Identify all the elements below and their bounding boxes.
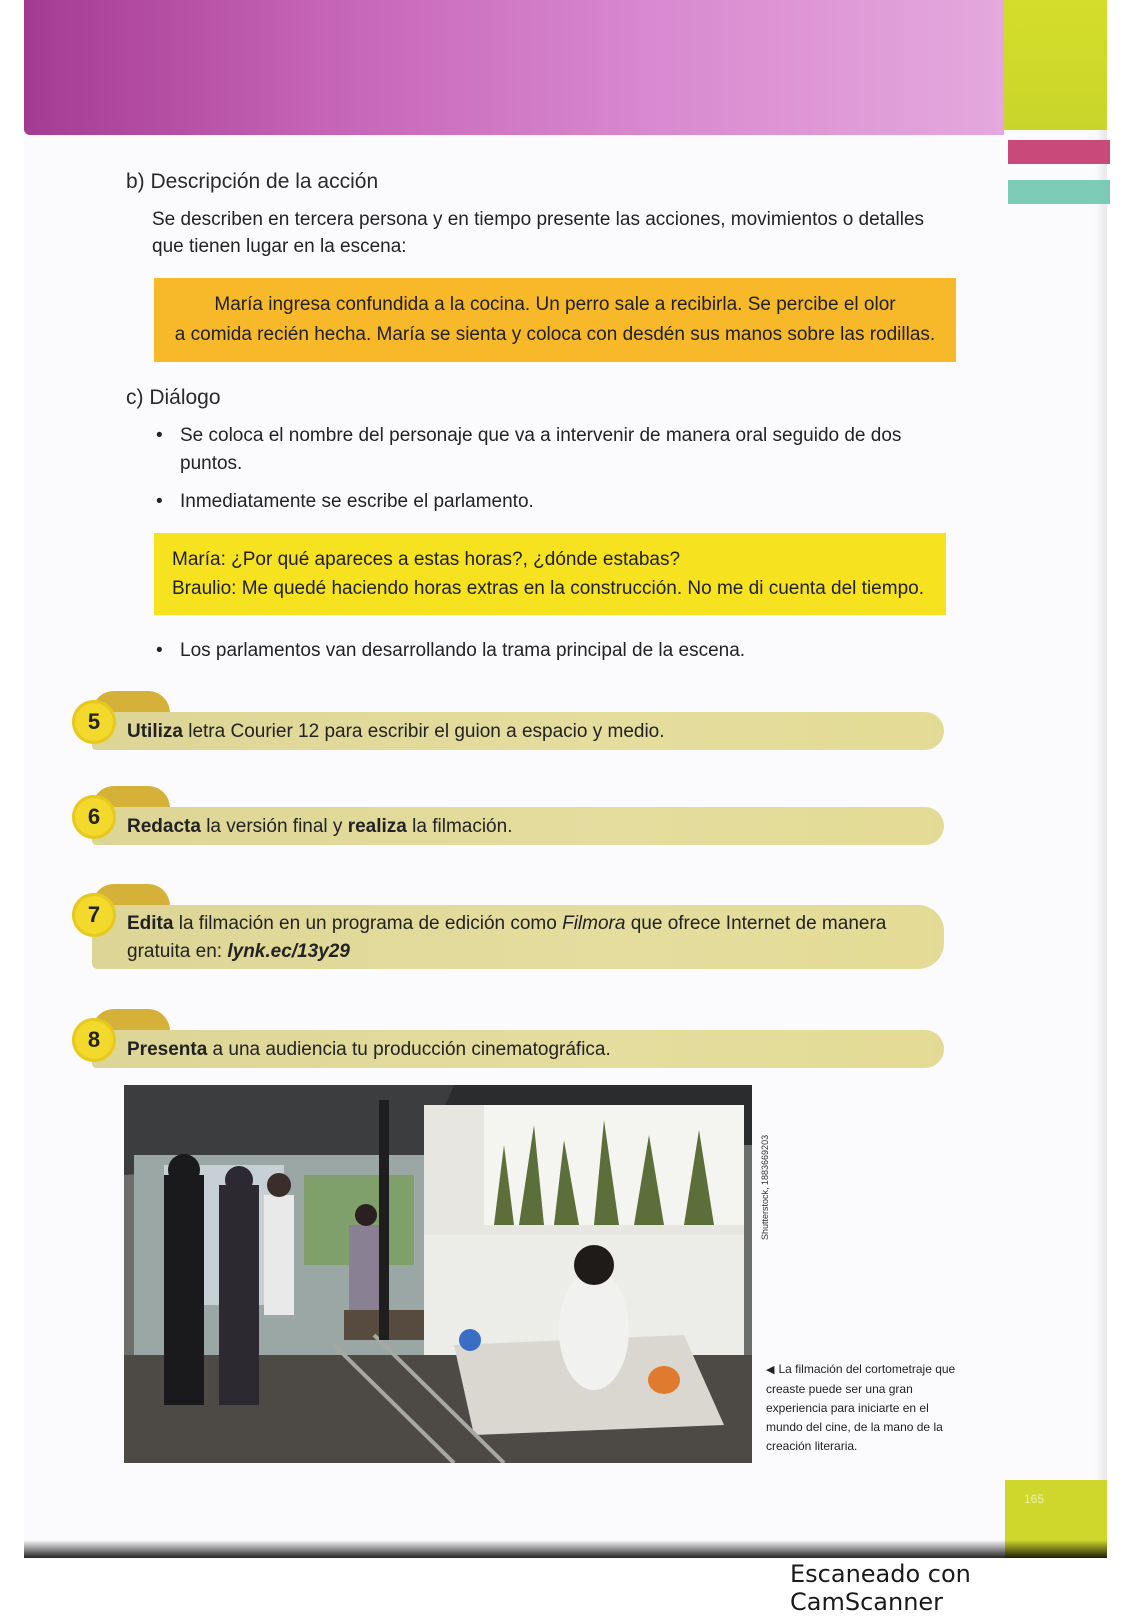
step-7-badge: 7	[72, 893, 116, 937]
step-6-middle: la versión final y	[200, 816, 348, 837]
dialogue-line-2: Braulio: Me quedé haciendo horas extras en la construcción. No me di cuenta del tiempo.	[172, 578, 924, 599]
step-5-badge: 5	[72, 700, 116, 744]
step-7-rest: que ofrece Internet de manera gratuita en:	[127, 913, 887, 962]
step-8-badge: 8	[72, 1018, 116, 1062]
section-b-heading: b) Descripción de la acción	[126, 170, 379, 193]
step-5-text	[127, 718, 665, 746]
section-b-text: Se describen en tercera persona y en tiempo presente las acciones, movimientos o detalles que tienen lugar en la escena:	[152, 209, 925, 257]
step-6-text	[127, 813, 512, 841]
dialogue-bullet-3-text: Los parlamentos van desarrollando la trama principal de la escena.	[180, 640, 746, 661]
page-bottom-edge	[24, 1540, 1107, 1558]
bullet-dot: •	[156, 425, 163, 446]
step-7-program-name: Filmora	[562, 913, 626, 934]
film-set-photo	[124, 1085, 752, 1463]
action-example-line-1: María ingresa confundida a la cocina. Un perro sale a recibirla. Se percibe el olor	[214, 294, 896, 315]
photo-caption-text: La filmación del cortometraje que creaste puede ser una gran experiencia para iniciarte en el mundo del cine, de la mano de la creación literaria.	[766, 1362, 956, 1453]
photo-caption	[766, 1360, 956, 1456]
dialogue-bullet-3	[156, 637, 940, 665]
dialogue-line-1: María: ¿Por qué apareces a estas horas?, ¿dónde estabas?	[172, 549, 681, 570]
step-7-verb: Edita	[127, 913, 174, 934]
step-6-verb-2: realiza	[347, 816, 407, 837]
dialogue-bullet-2-text: Inmediatamente se escribe el parlamento.	[180, 491, 534, 512]
caption-arrow-icon: ◀	[766, 1364, 775, 1376]
step-6-rest: la filmación.	[406, 816, 513, 837]
step-8-verb: Presenta	[127, 1039, 208, 1060]
photo-credit: Shutterstock, 1883669203	[760, 1134, 770, 1240]
step-7-middle: la filmación en un programa de edición como	[173, 913, 563, 934]
step-6-verb: Redacta	[127, 816, 201, 837]
section-c-heading: c) Diálogo	[126, 386, 221, 409]
action-example-box	[154, 278, 956, 362]
step-7-text	[127, 910, 937, 966]
step-5-rest: letra Courier 12 para escribir el guion a espacio y medio.	[182, 721, 665, 742]
corner-accent	[1004, 0, 1107, 130]
dialogue-bullet-1	[156, 422, 940, 478]
step-5-verb: Utiliza	[127, 721, 183, 742]
bullet-dot: •	[156, 640, 163, 661]
dialogue-example-box	[154, 533, 946, 615]
bullet-dot: •	[156, 491, 163, 512]
side-tab-teal	[1008, 180, 1110, 204]
side-tab-pink	[1008, 140, 1110, 164]
page-number: 165	[1024, 1492, 1045, 1506]
film-set-illustration	[124, 1085, 752, 1463]
scanner-watermark: Escaneado con CamScanner	[790, 1560, 971, 1616]
step-7-link[interactable]: lynk.ec/13y29	[227, 941, 350, 962]
step-8-rest: a una audiencia tu producción cinematográfica.	[207, 1039, 611, 1060]
dialogue-bullet-1-text: Se coloca el nombre del personaje que va a intervenir de manera oral seguido de dos puntos.	[180, 425, 902, 474]
dialogue-bullet-2	[156, 488, 940, 516]
step-6-badge: 6	[72, 795, 116, 839]
action-example-line-2: a comida recién hecha. María se sienta y coloca con desdén sus manos sobre las rodillas.	[174, 324, 936, 345]
step-8-text	[127, 1036, 611, 1064]
header-band	[24, 0, 1004, 135]
